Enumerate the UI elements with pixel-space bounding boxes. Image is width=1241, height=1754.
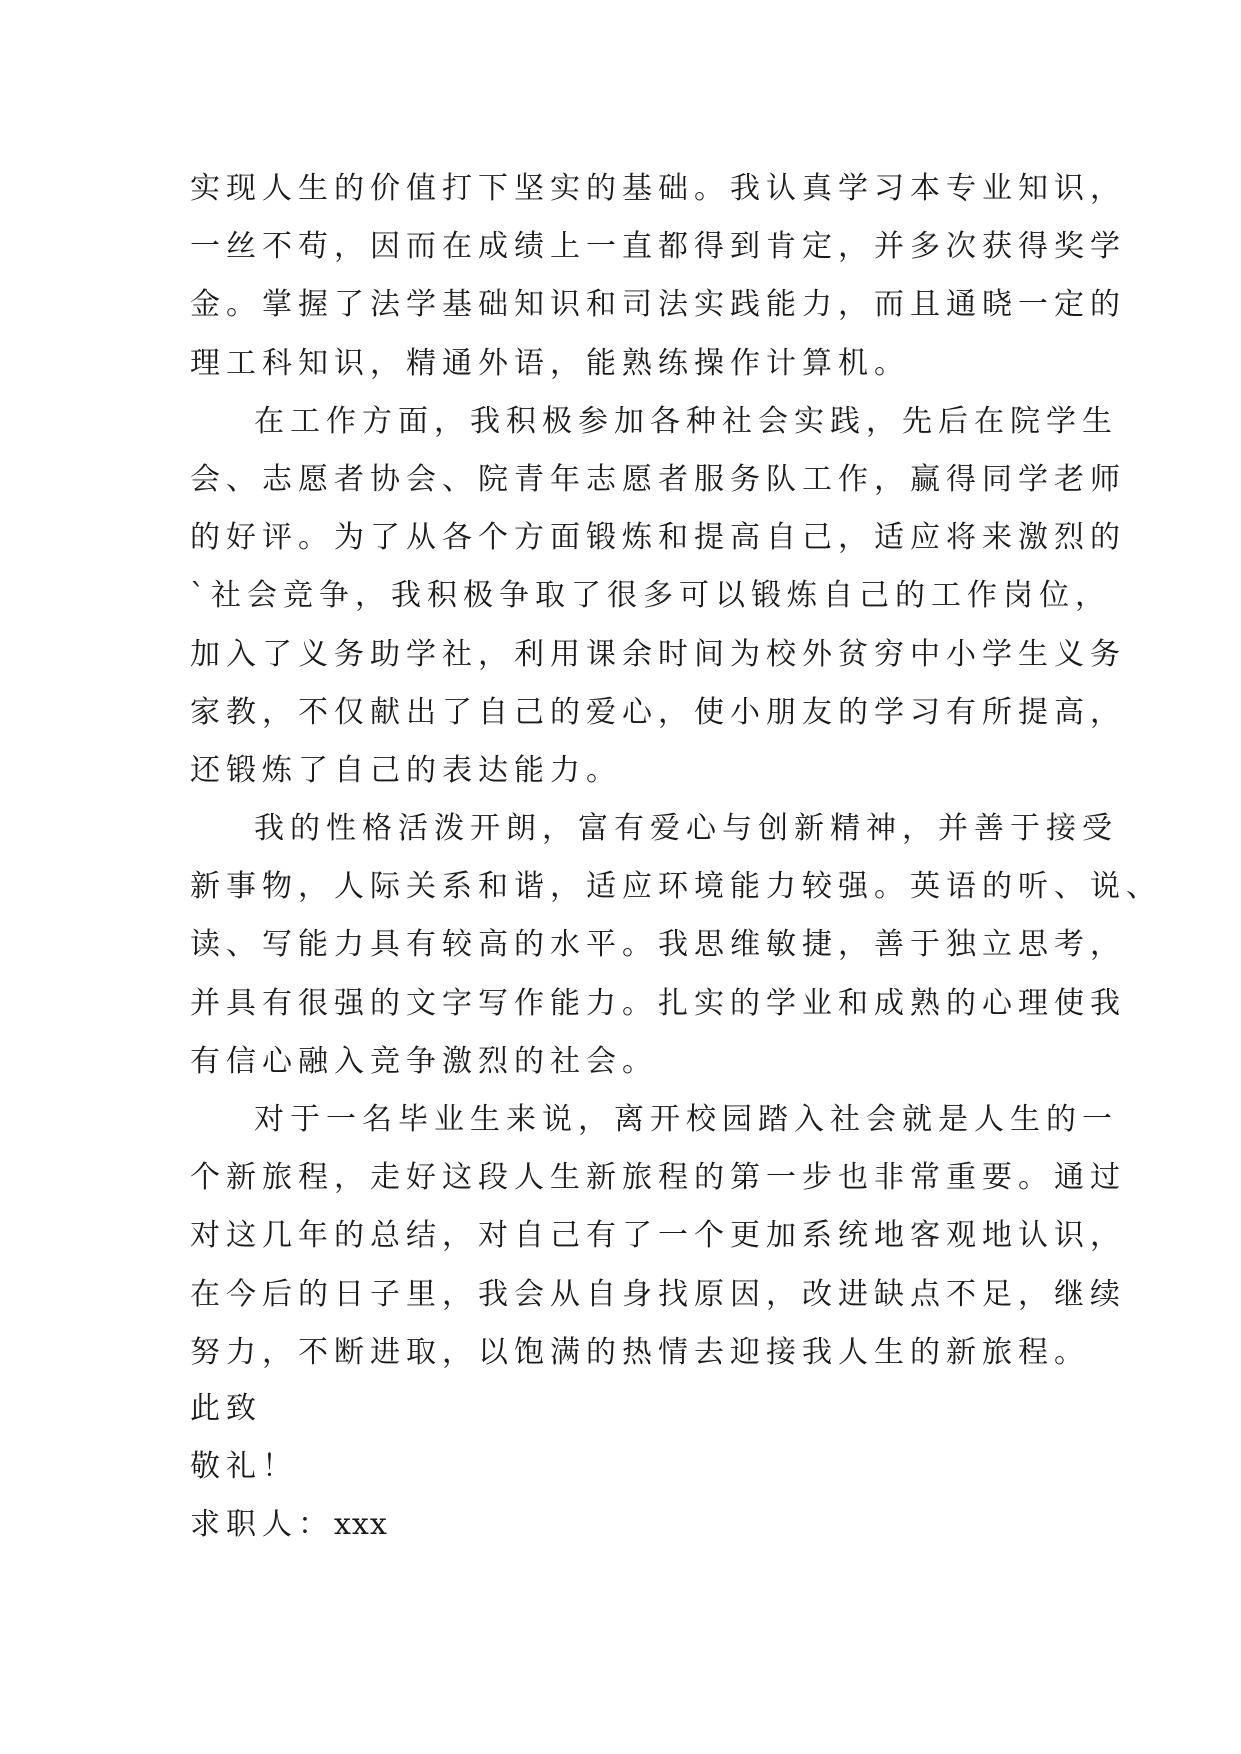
body-line: 个新旅程，走好这段人生新旅程的第一步也非常重要。通过 [190, 1160, 1126, 1196]
body-line: 努力，不断进取，以饱满的热情去迎接我人生的新旅程。 [190, 1334, 1090, 1370]
letter-body [190, 160, 1162, 1382]
body-line: `社会竞争，我积极争取了很多可以锻炼自己的工作岗位， [190, 578, 1111, 614]
body-line: 读、写能力具有较高的水平。我思维敏捷，善于独立思考， [190, 927, 1126, 963]
body-line: 金。掌握了法学基础知识和司法实践能力，而且通晓一定的 [190, 287, 1126, 323]
closing-salutation: 此致 [190, 1391, 262, 1426]
paragraph-first-line: 我的性格活泼开朗，富有爱心与创新精神，并善于接受 [254, 811, 1118, 847]
body-line: 有信心融入竞争激烈的社会。 [190, 1043, 658, 1079]
body-line: 的好评。为了从各个方面锻炼和提高自己，适应将来激烈的 [190, 520, 1126, 556]
body-line: 在今后的日子里，我会从自身找原因，改进缺点不足，继续 [190, 1276, 1126, 1312]
body-line: 理工科知识，精通外语，能熟练操作计算机。 [190, 345, 910, 381]
body-line: 会、志愿者协会、院青年志愿者服务队工作，赢得同学老师 [190, 461, 1126, 497]
body-line: 家教，不仅献出了自己的爱心，使小朋友的学习有所提高， [190, 694, 1126, 730]
signature-line [190, 1496, 790, 1554]
body-line: 一丝不苟，因而在成绩上一直都得到肯定，并多次获得奖学 [190, 229, 1126, 265]
body-line: 加入了义务助学社，利用课余时间为校外贫穷中小学生义务 [190, 636, 1126, 672]
signer-label: 求职人： [190, 1507, 334, 1542]
body-line: 实现人生的价值打下坚实的基础。我认真学习本专业知识， [190, 171, 1126, 206]
paragraph-first-line: 在工作方面，我积极参加各种社会实践，先后在院学生 [254, 403, 1118, 439]
body-line: 并具有很强的文字写作能力。扎实的学业和成熟的心理使我 [190, 985, 1126, 1021]
paragraph-first-line: 对于一名毕业生来说，离开校园踏入社会就是人生的一 [254, 1102, 1118, 1137]
body-line: 对这几年的总结，对自己有了一个更加系统地客观地认识， [190, 1218, 1126, 1254]
letter-closing [190, 1380, 790, 1554]
signer-name: xxx [334, 1507, 388, 1542]
closing-respect: 敬礼！ [190, 1449, 298, 1484]
body-line: 还锻炼了自己的表达能力。 [190, 752, 622, 788]
body-line: 新事物，人际关系和谐，适应环境能力较强。英语的听、说、 [190, 869, 1162, 905]
